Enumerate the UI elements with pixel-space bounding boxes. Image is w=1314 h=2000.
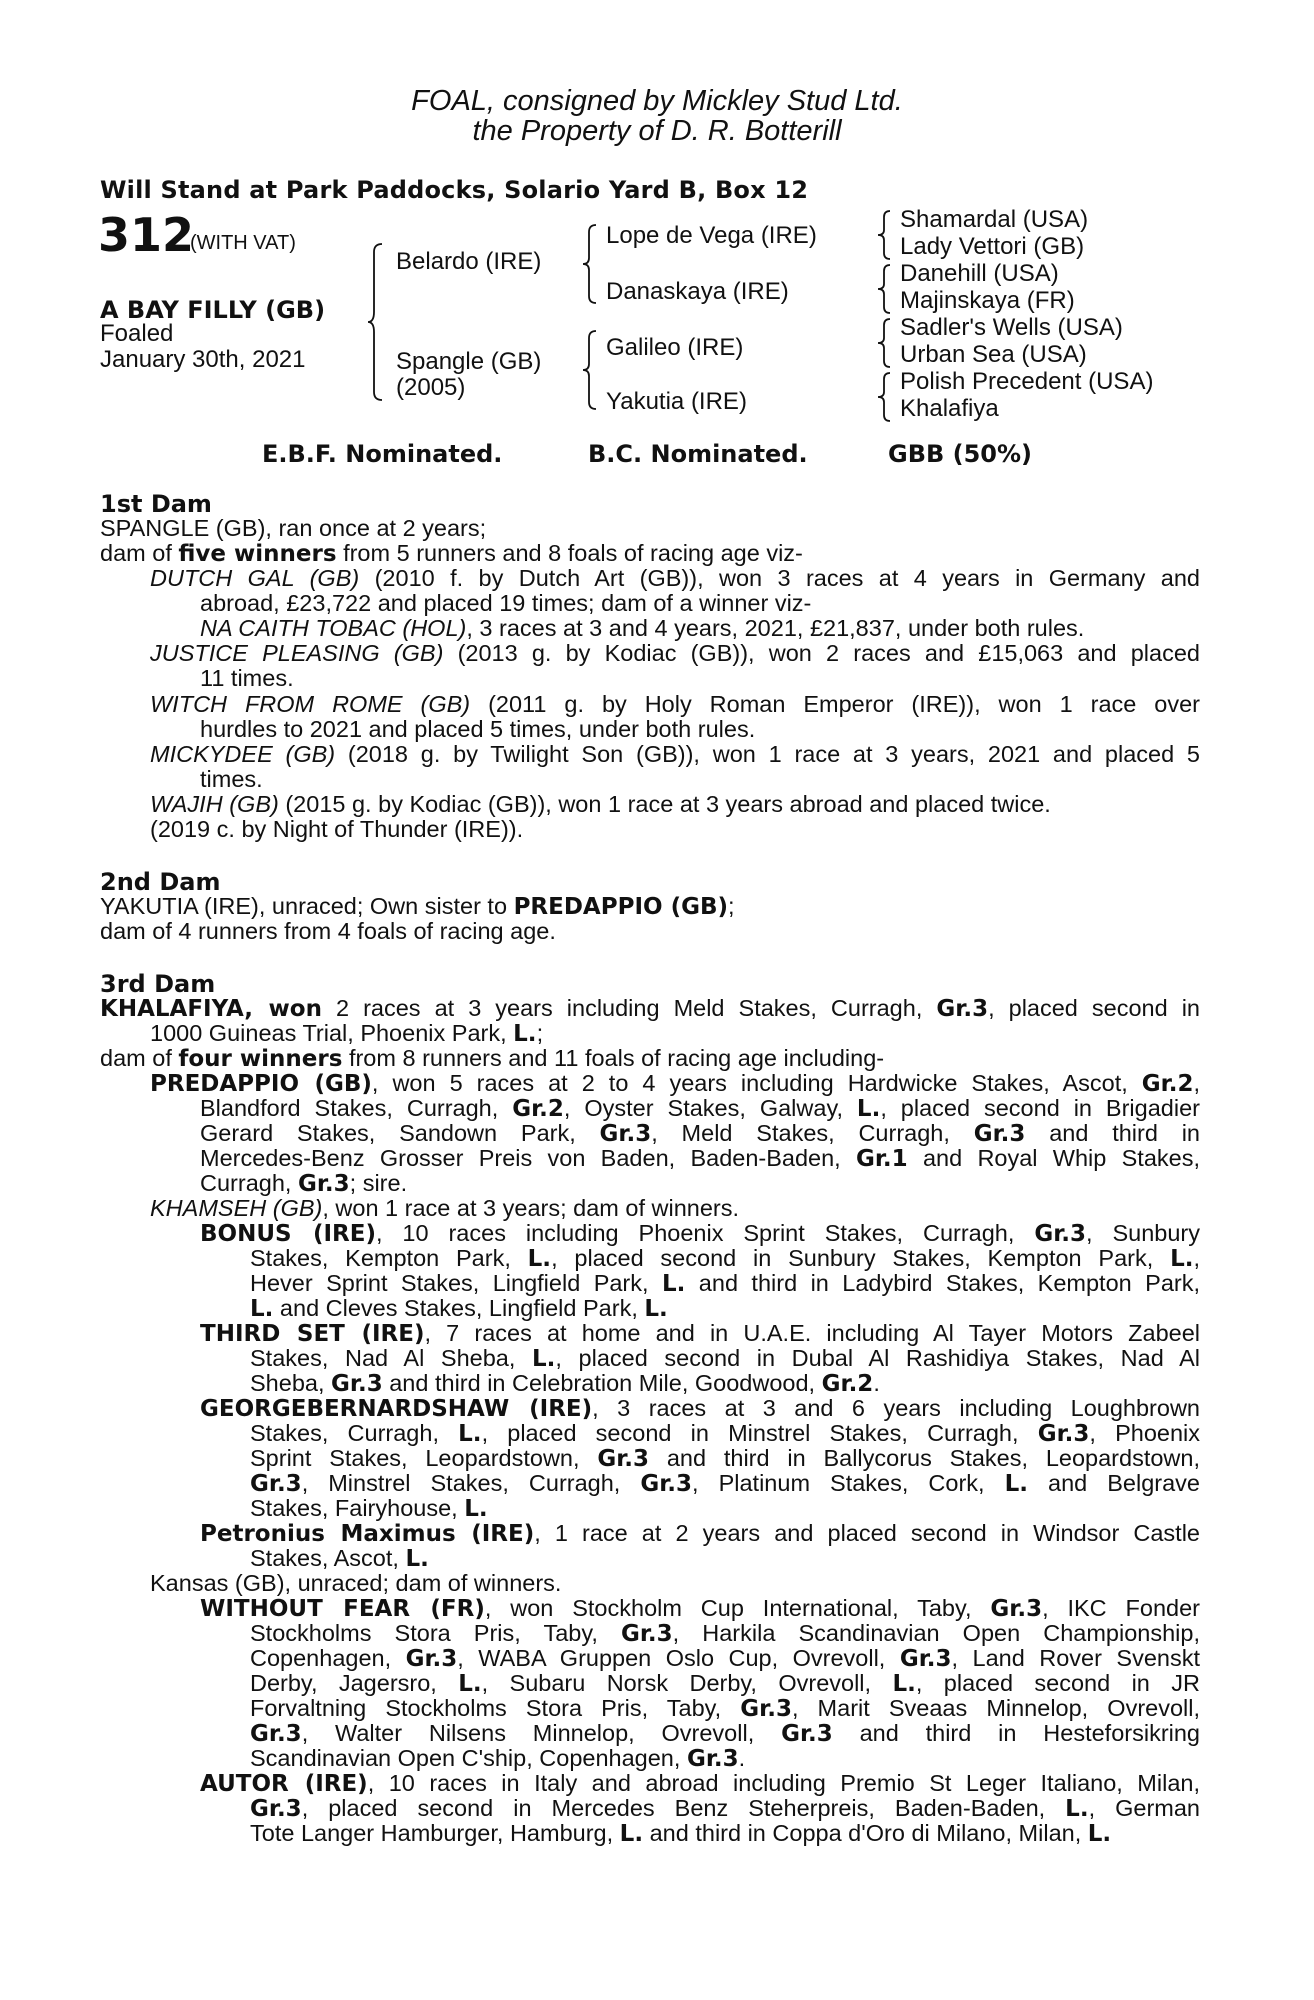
grand-produce-cont: Gr.3, Minstrel Stakes, Curragh, Gr.3, Platinum Stakes, Cork, L. and Belgrave [250, 1470, 1200, 1497]
property-line: the Property of D. R. Botterill [472, 115, 842, 147]
dam-produce-line: dam of four winners from 8 runners and 11 foals of racing age including- [100, 1045, 885, 1072]
grand-produce-cont: Stockholms Stora Pris, Taby, Gr.3, Harkila Scandinavian Open Championship, [250, 1620, 1200, 1647]
sire-dam-brace [366, 240, 390, 405]
gen3-brace-4 [874, 370, 894, 424]
produce-entry: WITCH FROM ROME (GB) (2011 g. by Holy Roman Emperor (IRE)), won 1 race over [150, 691, 1200, 717]
gen3-brace-2 [874, 262, 894, 316]
grand-produce-cont: Copenhagen, Gr.3, WABA Gruppen Oslo Cup, Ovrevoll, Gr.3, Land Rover Svenskt [250, 1645, 1200, 1672]
produce-entry-cont: times. [200, 766, 263, 792]
produce-entry: (2019 c. by Night of Thunder (IRE)). [150, 816, 524, 842]
produce-entry: NA CAITH TOBAC (HOL), 3 races at 3 and 4 years, 2021, £21,837, under both rules. [200, 615, 1085, 641]
produce-entry: WAJIH (GB) (2015 g. by Kodiac (GB)), won 1 race at 3 years abroad and placed twice. [150, 791, 1051, 817]
gen3-brace-3 [874, 316, 894, 370]
dam-produce-line: dam of five winners from 5 runners and 8 foals of racing age viz- [100, 540, 803, 567]
produce-entry-cont: Blandford Stakes, Curragh, Gr.2, Oyster Stakes, Galway, L., placed second in Brigadier [200, 1095, 1200, 1122]
horse-name: A BAY FILLY (GB) [100, 296, 326, 324]
gen3-ancestor: Urban Sea (USA) [900, 341, 1087, 368]
consignor-line: FOAL, consigned by Mickley Stud Ltd. [411, 85, 903, 117]
grand-produce-cont: L. and Cleves Stakes, Lingfield Park, L. [250, 1295, 668, 1322]
sire-brace [580, 222, 602, 306]
produce-entry: DUTCH GAL (GB) (2010 f. by Dutch Art (GB)), won 3 races at 4 years in Germany and [150, 565, 1200, 591]
grand-produce-entry: THIRD SET (IRE), 7 races at home and in U.A.E. including Al Tayer Motors Zabeel [200, 1320, 1201, 1347]
grand-produce-cont: Forvaltning Stockholms Stora Pris, Taby, Gr.3, Marit Sveaas Minnelop, Ovrevoll, [250, 1695, 1200, 1722]
produce-entry: MICKYDEE (GB) (2018 g. by Twilight Son (GB)), won 1 race at 3 years, 2021 and placed 5 [150, 741, 1200, 767]
produce-entry-cont: abroad, £23,722 and placed 19 times; dam of a winner viz- [200, 590, 812, 616]
grand-produce-cont: Hever Sprint Stakes, Lingfield Park, L. and third in Ladybird Stakes, Kempton Park, [250, 1270, 1200, 1297]
dam-sire: Galileo (IRE) [606, 334, 744, 361]
stand-location: Will Stand at Park Paddocks, Solario Yard B, Box 12 [100, 176, 809, 204]
bc-nomination: B.C. Nominated. [588, 440, 808, 468]
grand-produce-entry: Petronius Maximus (IRE), 1 race at 2 years and placed second in Windsor Castle [200, 1520, 1200, 1547]
grand-produce-cont: Stakes, Curragh, L., placed second in Minstrel Stakes, Curragh, Gr.3, Phoenix [250, 1420, 1201, 1447]
produce-entry-cont: Mercedes-Benz Grosser Preis von Baden, Baden-Baden, Gr.1 and Royal Whip Stakes, [200, 1145, 1200, 1172]
grand-produce-entry: GEORGEBERNARDSHAW (IRE), 3 races at 3 and 6 years including Loughbrown [200, 1395, 1200, 1422]
produce-entry-cont: hurdles to 2021 and placed 5 times, under both rules. [200, 716, 756, 742]
produce-entry: JUSTICE PLEASING (GB) (2013 g. by Kodiac (GB)), won 2 races and £15,063 and placed [150, 640, 1200, 666]
gbb-note: GBB (50%) [888, 440, 1033, 468]
grand-produce-cont: Stakes, Kempton Park, L., placed second in Sunbury Stakes, Kempton Park, L., [250, 1245, 1200, 1272]
grand-produce-entry: AUTOR (IRE), 10 races in Italy and abroad including Premio St Leger Italiano, Milan, [200, 1770, 1200, 1797]
produce-entry-cont: Gerard Stakes, Sandown Park, Gr.3, Meld Stakes, Curragh, Gr.3 and third in [200, 1120, 1200, 1147]
grand-produce-cont: Derby, Jagersro, L., Subaru Norsk Derby, Ovrevoll, L., placed second in JR [250, 1670, 1200, 1697]
dam-line: KHALAFIYA, won 2 races at 3 years including Meld Stakes, Curragh, Gr.3, placed second in [100, 995, 1200, 1022]
dam: Spangle (GB) [396, 348, 542, 375]
produce-entry-cont: Curragh, Gr.3; sire. [200, 1170, 408, 1197]
dam-line-cont: 1000 Guineas Trial, Phoenix Park, L.; [150, 1020, 544, 1047]
sire-dam: Danaskaya (IRE) [606, 278, 789, 305]
produce-entry: Kansas (GB), unraced; dam of winners. [150, 1570, 562, 1596]
grand-produce-entry: WITHOUT FEAR (FR), won Stockholm Cup International, Taby, Gr.3, IKC Fonder [200, 1595, 1200, 1622]
dam-produce-line: dam of 4 runners from 4 foals of racing age. [100, 918, 556, 944]
produce-entry: PREDAPPIO (GB), won 5 races at 2 to 4 years including Hardwicke Stakes, Ascot, Gr.2, [150, 1070, 1201, 1097]
sire-sire: Lope de Vega (IRE) [606, 222, 817, 249]
section-heading: 1st Dam [100, 490, 212, 518]
gen3-ancestor: Polish Precedent (USA) [900, 368, 1154, 395]
foaled-date: January 30th, 2021 [100, 346, 306, 373]
grand-produce-cont: Sprint Stakes, Leopardstown, Gr.3 and third in Ballycorus Stakes, Leopardstown, [250, 1445, 1200, 1472]
dam-year: (2005) [396, 374, 466, 401]
grand-produce-cont: Stakes, Fairyhouse, L. [250, 1495, 488, 1522]
dam-line: SPANGLE (GB), ran once at 2 years; [100, 515, 487, 541]
produce-entry: KHAMSEH (GB), won 1 race at 3 years; dam of winners. [150, 1195, 740, 1221]
foaled-label: Foaled [100, 320, 174, 347]
produce-entry-cont: 11 times. [200, 665, 294, 691]
gen3-ancestor: Majinskaya (FR) [900, 287, 1075, 314]
grand-produce-cont: Stakes, Nad Al Sheba, L., placed second in Dubal Al Rashidiya Stakes, Nad Al [250, 1345, 1200, 1372]
gen3-ancestor: Sadler's Wells (USA) [900, 314, 1123, 341]
grand-produce-cont: Tote Langer Hamburger, Hamburg, L. and third in Coppa d'Oro di Milano, Milan, L. [250, 1820, 1112, 1847]
gen3-ancestor: Shamardal (USA) [900, 206, 1089, 233]
dam-brace [580, 328, 602, 412]
gen3-ancestor: Khalafiya [900, 395, 999, 422]
grand-produce-cont: Stakes, Ascot, L. [250, 1545, 429, 1572]
grand-produce-cont: Scandinavian Open C'ship, Copenhagen, Gr.3. [250, 1745, 746, 1772]
sire: Belardo (IRE) [396, 248, 542, 275]
grand-produce-entry: BONUS (IRE), 10 races including Phoenix Sprint Stakes, Curragh, Gr.3, Sunbury [200, 1220, 1200, 1247]
ebf-nomination: E.B.F. Nominated. [262, 440, 503, 468]
grand-produce-cont: Gr.3, Walter Nilsens Minnelop, Ovrevoll, Gr.3 and third in Hesteforsikring [250, 1720, 1201, 1747]
gen3-ancestor: Danehill (USA) [900, 260, 1059, 287]
grand-produce-cont: Sheba, Gr.3 and third in Celebration Mile, Goodwood, Gr.2. [250, 1370, 880, 1397]
dam-dam: Yakutia (IRE) [606, 388, 747, 415]
dam-line: YAKUTIA (IRE), unraced; Own sister to PREDAPPIO (GB); [100, 893, 735, 920]
vat-note: (WITH VAT) [190, 232, 296, 254]
section-heading: 2nd Dam [100, 868, 221, 896]
grand-produce-cont: Gr.3, placed second in Mercedes Benz Steherpreis, Baden-Baden, L., German [250, 1795, 1200, 1822]
gen3-brace-1 [874, 208, 894, 262]
lot-number: 312 [98, 208, 195, 262]
section-heading: 3rd Dam [100, 970, 216, 998]
gen3-ancestor: Lady Vettori (GB) [900, 233, 1085, 260]
